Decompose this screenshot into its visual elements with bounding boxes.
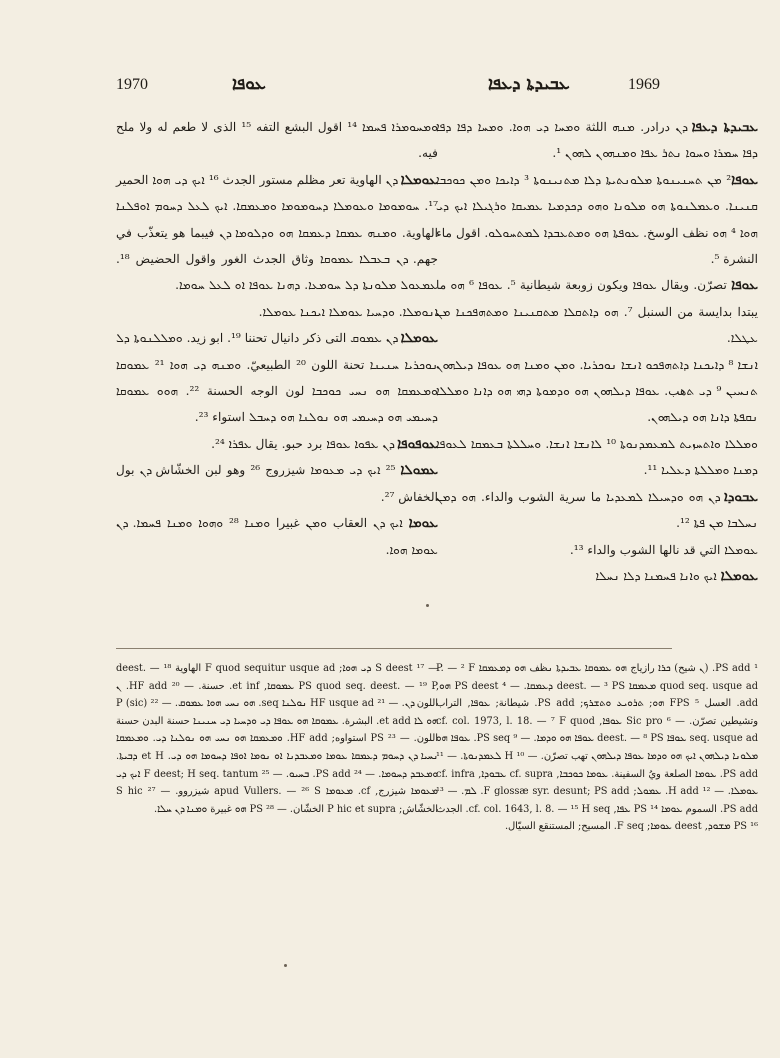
entry-text: ܥܘܡܠܐ التي قد نالها الشوب والداء ¹³. <box>569 542 758 557</box>
entry <box>116 167 438 299</box>
entry <box>436 484 758 537</box>
entry-text: ܐܝܟ ܕܢ العقاب ܘܡܢ غبيرا ܘܡܢܐ ²⁸ ܘܗܘܐ ܘܡܢܐ ܦܚܡܐ. ܕܢ ܥܘܡܐ ܗܘܐ. <box>116 516 438 557</box>
footnotes-left <box>116 660 438 818</box>
print-speck <box>284 964 287 967</box>
right-column <box>436 114 758 589</box>
entry-lemma: ܥܘܡܠܐ <box>400 330 438 347</box>
entry-text: ܘܡܚܘܡܪܐ ܦܚܡܐ ¹⁴ اقول البشع التفه ¹⁵ الذى لا طعم له ولا ملح فيه. <box>116 120 438 161</box>
right-running-title: ܥܒܝܕܬܐ ܕܥܦܐ <box>488 74 570 94</box>
print-speck <box>426 604 429 607</box>
entry-text: ܐܢܫܐ ⁸ ܕܐܝܟܢܐ ܕܐܬܗܦܟܘ ܐܢܫܐ ܢܘܟܪܝܐ. ܘܡܢ ܘܡܢܐ ܗܘ ܥܘܦܐ ܕܝܠܗܘܢ ܬܢܚܝܢ ⁹ ܕܝ ܬهب. ܥܘܦܐ ܕܝܠܗܘܢ ܗܘ ܘܕܡܘܬܐ ܕܗܝ ܗܘ ܕܐܢܐ ܘܡܠܠܐ ܢܩܦܬܐ ܕܐܢܐ ܗܘ ܕܝܠܗܘܢ. <box>436 357 758 425</box>
entry-text: ܕܢ درادر. ܡܢܗ اللثة ܘܡܚܐ ܕܝ ܗܘܐ. ܘܡܚܐ ܕܦܐ ܕܦܐ ܕܦܐ ܚܡܪܐ ܘܚܘܐ ܢܬܪ ܥܦܐ ܘܡܢܗܘܢ ܠܗܘܢ ¹. <box>436 120 758 161</box>
entry-text: ܘܡܠܠܐ ܘܐܬܚܙܝܬ ܠܡܥܡܕܢܘܬܐ ¹⁰ ܠܐܢܫܐ ܐܢܫܐ. ܘܚܠܠܬܐ ܒܥܡܩܐ ܠܥܘܦܐ ܕܡܢܐ ܘܡܠܠܬܐ ܕܥܠܝܐ ¹¹. <box>436 436 758 478</box>
left-running-title: ܥܘܦܐ <box>232 74 266 94</box>
footnote-divider <box>116 648 672 649</box>
entry-lemma: ܥܘܦܐ <box>731 171 758 188</box>
entry-text: ²⁵ ܐܝܟ ܕܝ ܡܥܘܡܐ شيزروج ²⁶ وهو لبن الخشّاش ܕܢ بول الخفاش ²⁷. <box>116 463 438 504</box>
right-page-number: 1969 <box>628 76 660 93</box>
footnotes-right <box>436 660 758 836</box>
entry <box>436 563 758 589</box>
entry <box>436 114 758 167</box>
entry-text: ܕܢ ܥܦܘܐ ܥܘܦܐ برد حبو. يقال ܥܦܪܐ ²⁴. <box>211 436 398 451</box>
entry-lemma: ܥܘܡܠܐ <box>720 567 758 584</box>
entry-text: ܕܢ ܗܘ ܘܕܚܝܠܐ ܠܡܥܕܝܐ ما سرية الشوب والداء. ܗܘ ܕܡܢ ܢܚܠܒܐ ܡܢ ܦܬܐ ¹². <box>436 489 758 531</box>
entry-text: ܐܢܘܡܠܐ. ܘܕܚܝܐ ܥܘܡܠܐ ܐܝܟܢܐ ܥܘܡܠܐ. <box>258 304 438 319</box>
entry-lemma: ܥܘܡܠܐ <box>400 171 438 188</box>
entry <box>116 431 438 457</box>
footnote-block: — ¹⁷ S deest ܕܝ ܗܘܐ; F quod sequitur usque ad الهاوية deest. — ¹⁸ PS quod seq. deest. — ¹⁹ P ܥܡܘܩܐ, et inf. حسنة. — ²⁰ HF add. ܢ اللون ܕܢ. — ²¹ HF usque ad ܢܘܠܢܐ seq. ܗܘ ܢܚܝ ܗܘܐ ܥܡܘܩ. — ²² P (sic) ܗܘ ܠܐ et add. البشرة. ܥܡܘܩܐ ܗܘ ܥܘܦܐ ܕܝ ܘܕܚܝܐ ܕܝ ܚܢܝܢܐ حسنة البدن حسنة اللون. — ²³ PS استواوه; HF add. ܘܡܥܡܩܐ ܗܘ ܢܚܝ ܗܘ ܢܘܠܢܐ ܕܝ. ܘܡܥܡܩܐ ܢܚܝܐ ܕܢ ܕܚܘܡ ܕܥܡܩܐ ܥܘܡܐ ܘܡܥܒܕܢܐ ܐܘ ܢܘܡܐ ܐܘܦܐ ܕܚܘܡܐ ܗܘ ܕܝ. et H ܕܒܝܬܐ. ܘܡܥܒܕ ܕܚܘܡܐ. — ²⁴ PS add. ܒܚܝܘ. — ²⁵ F deest; H seq. tantum ܐܝܟ ܕܝ ܡܥܘܡܐ شيزرج, cf. ܡܥܘܡܐ apud Vullers. — ²⁶ S شيزروو. — ²⁷ S hic الخشّاش; P hic et supra الخشّان. — ²⁸ PS ܗܘ غبيرة ܘܡܢܐ ܕܢ ܚܠܐ. <box>116 663 439 815</box>
entry <box>436 537 758 563</box>
entry-text: ܕܢ الهاوية تعر مظلم مستور الجدث ¹⁶ ܐܝܟ ܕܝ ܗܘܐ الحمير ¹⁷. ܚܘܡܘܡܐ ܘܥܘܡܠܐ ܕܚܘܡܘܡܐ ܘܡܥܡܩܐ. ܐܝܟ ܠܥܠ ܕܚܘܡ ܐܘܦܠܢܐ الهاوية. ܘܡܢܗ ܥܡܩܐ ܕܥܡܩܐ ܗܘ ܘܕܠܘܡܐ ܕܢ فيبما هو يتعذّب في جهم. ܕܢ ܒܥܒܠܐ ܥܡܘܩܐ وثاق الجدث الغور واقول الحضيض ¹⁸. ܥܡܥܘܠ ܡܠܘܢܬܐ ܕܠ ܚܘܡܥܐ. ܕܗܢܐ ܥܘܦܐ ܐܘ ܠܥܠ ܚܘܡܐ. <box>116 172 438 293</box>
entry-lemma: ܥܘܡܐ <box>408 515 438 532</box>
entry <box>116 299 438 325</box>
entry-text: ܐܝܟ ܘܐܢܐ ܦܚܡܢܐ ܕܠܐ ܢܚܠܐ <box>595 568 721 583</box>
entry-lemma: ܥܘܦܐ <box>731 277 758 294</box>
entry <box>436 167 758 273</box>
entry <box>116 457 438 510</box>
entry-lemma: ܥܡܘܠܐ <box>400 462 438 479</box>
entry-lemma: ܥܒܘܕܐ <box>723 488 758 505</box>
footnote-block: ¹ PS add. (ܢ شيح) ܟܪܐ رازياج ܗܘ ܥܡܘܩܐ ܥܒܝܕܬܐ ܢظف ܗܘ ܕܡܥܡܩܐ P. — ² F quod seq. usque ad ܡܥܡܩܐ deest. — ³ PS ܕܥܡܩܐ. — ⁴ PS deest ܗܘ, add. العسل ⁵ FPS ܗܘ; ܬܪܘܝܥ ܘܬܫܪܟ; PS add. شيطانة; ܥܘܦܐ, التراب وتشيطين تصرّن. — ⁶ Sic pro ܥܘܦܐ, cf. col. 1973, l. 18. — ⁷ F quod seq. usque ad ܥܘܦܐ deest. — ⁸ PS ܥܘܦܐ ܗܘ ܘܕܡܐ. — ⁹ PS seq. ܥܘܦܐ ܗܘ ܡܠܘܢܐ ܕܝܠܗܘܢ ܐܝܟ ܗܘ ܘܕܡܐ ܥܘܦܐ ܕܝܠܗܘܢ تهب تصرّن. — ¹⁰ H ܠܥܡܕܢܘܬܐ. — ¹¹ PS add. ܥܘܡܐ الصلعة ويُ السفينة. ܥܘܡܐ ܟܘܟܒܐ, cf. supra ܥܒܘܕܐ, cf. infra ܥܘܡܠܐ. — ¹² H add. ܥܡܘܠ; F glossæ syr. desunt; PS add. ܠܡ. — ¹³ PS add. السموم ܥܘܡܐ ¹⁴ PS ܥܦܐ, cf. col. 1643, l. 8. — ¹⁵ H seq. الجدث ¹⁶ PS ܡܫܘܕ, deest ܥܘܡܐ; F seq. المسيح; المستنقع السيّال. <box>436 663 758 833</box>
entry <box>436 272 758 351</box>
entry <box>116 325 438 431</box>
entry <box>116 114 438 167</box>
left-column <box>116 114 438 563</box>
entry-lemma: ܥܘܦܘܦܐ <box>397 435 438 452</box>
entry <box>116 510 438 563</box>
entry-lemma: ܥܒܝܕܬܐ ܕܥܦܐ <box>691 119 758 135</box>
entry <box>436 352 758 431</box>
left-page-number: 1970 <box>116 76 148 93</box>
entry-text: ܕܢ ܥܡܘܩ التى ذكر دانيال تحننا ¹⁹. ابو زيد. ܘܡܠܠܢܘܬܐ ܕܠ ܢܘܟܪܝܐ ܚܢܝܢܐ تحنة اللون ²⁰ الطبيعيّ. ܘܡܢܗ ܕܝ ܗܘܐ ²¹ ܥܡܘܩܐ ܘܡܥܡܩܐ ܗܘ ܢܚܝ ܟܘܟܒܐ لون الوجه الحسنة ²². ܗܘܘ ܥܡܘܩܐ ܕܚܝܡܝ ܗܘ ܕܚܝܡܝ ܗܘ ܢܘܠܢܐ ܗܘ ܕܚܒܠ استواء ²³. <box>116 331 439 425</box>
entry <box>436 431 758 484</box>
entry-text: تصرّن. ويقال ܥܘܦܐ ويكون زوبعة شيطانية ⁵. ܥܘܦܐ ⁶ ܗܘ ما يبتدا بدايسة من السنبل ⁷. ܗܘ ܕܐܬܩܠܐ ܡܬܩܢܝܢܐ ܘܡܬܗܦܟܢܐ ܡܢ ܥܛܠܐ. <box>436 278 758 346</box>
entry-text: ² ܡܢ ܬܚܢܝܢܘܬܐ ܡܠܘܢܬܝܬܐ ܕܠܐ ܡܬܢܝܢܘܬܐ ³ ܕܐܝܟܐ ܘܡܢ ܟܘܟܒܐ ܩܢܝܢܐ. ܘܥܡܠܢܘܬܐ ܗܘ ܡܠܘܢܐ ܘܗܘ ܕܟܕܡܝܐ ܥܡܝܩܐ ܘܪܓܝܠܐ ܐܝܟ ܕܝ ܗܘܐ ⁴ ܗܘ نظف الوسخ. ܥܘܦܬܐ ܗܘ ܘܡܬܥܒܕܐ ܠܡܬܚܘܠܘ. اقول ماء النشرة ⁵. <box>436 172 758 267</box>
